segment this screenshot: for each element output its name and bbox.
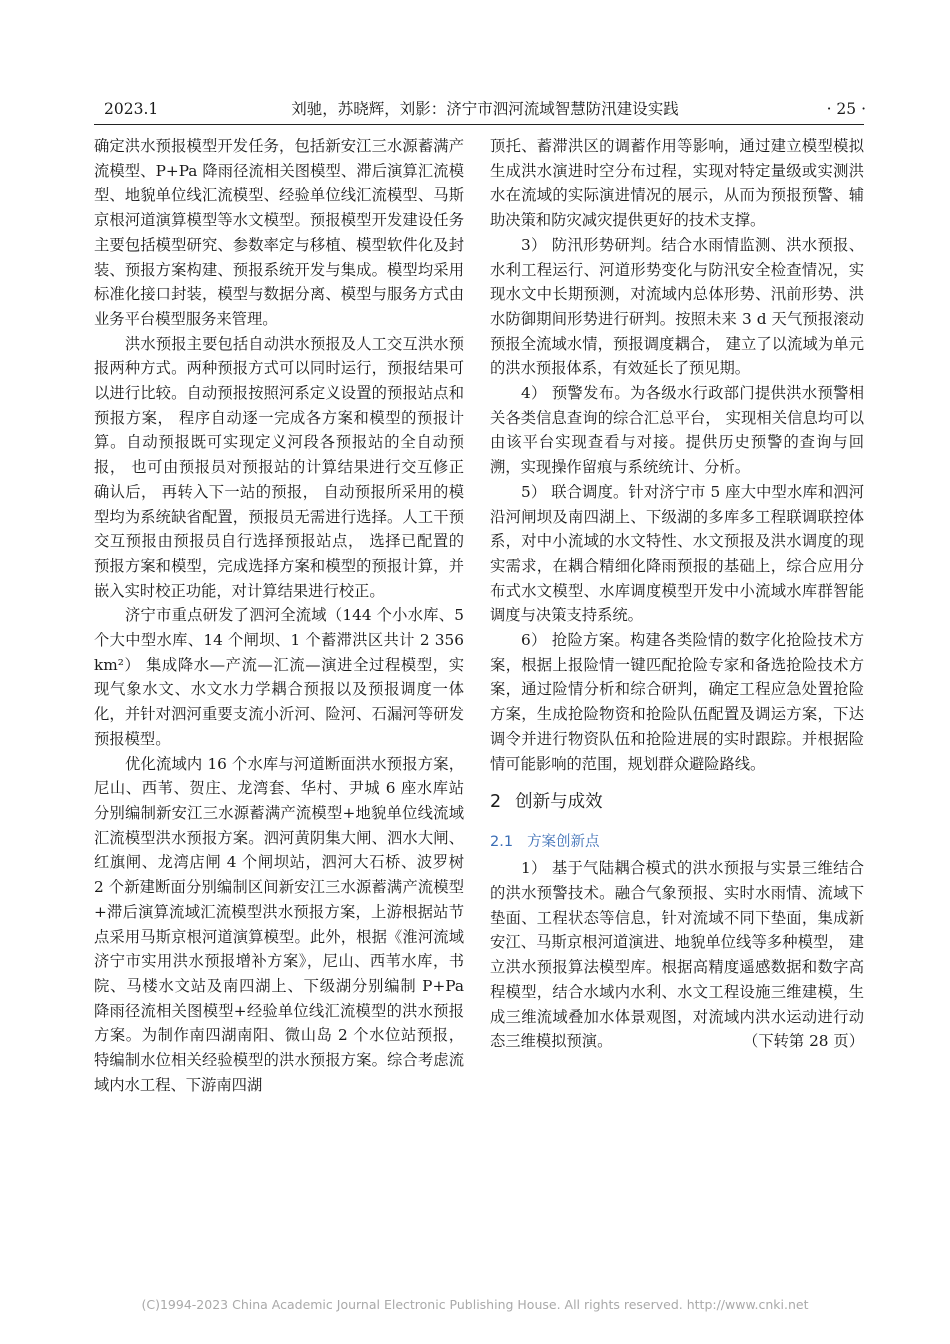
right-column: [490, 134, 864, 1054]
paragraph: 洪水预报主要包括自动洪水预报及人工交互洪水预报两种方式。两种预报方式可以同时运行，预报结果可以进行比较。自动预报按照河系定义设置的预报站点和预报方案， 程序自动逐一完成各方案和模型的预报计算。自动预报既可实现定义河段各预报站的全自动预报， 也可由预报员对预报站的计算结果进行交互修正确认后， 再转入下一站的预报， 自动预报所采用的模型均为系统缺省配置，预报员无需进行选择。人工干预交互预报由预报员自行选择预报站点， 选择已配置的预报方案和模型，完成选择方案和模型的预报计算，并嵌入实时校正功能，对计算结果进行校正。: [94, 334, 464, 600]
subsection-heading: [490, 830, 864, 854]
paragraph: 3） 防汛形势研判。结合水雨情监测、洪水预报、水利工程运行、河道形势变化与防汛安全检查情况，实现水文中长期预测，对流域内总体形势、汛前形势、洪水防御期间形势进行研判。按照未来 3 d 天气预报滚动预报全流域水情，预报调度耦合， 建立了以流域为单元的洪水预报体系，有效延长了预见期。: [490, 235, 864, 378]
paragraph: 5） 联合调度。针对济宁市 5 座大中型水库和泗河沿河闸坝及南四湖上、下级湖的多库多工程联调联控体系，对中小流域的水文特性、水文预报及洪水调度的现实需求，在耦合精细化降雨预报的基础上，综合应用分布式水文模型、水库调度模型开发中小流域水库群智能调度与决策支持系统。: [490, 482, 864, 625]
subsection-number: 2.1: [490, 834, 514, 851]
paragraph: 优化流域内 16 个水库与河道断面洪水预报方案，尼山、西苇、贺庄、龙湾套、华村、尹城 6 座水库站分别编制新安江三水源蓄满产流模型+地貌单位线流域汇流模型洪水预报方案。泗河黄阴集大闸、泗水大闸、红旗闸、龙湾店闸 4 个闸坝站，泗河大石桥、波罗树 2 个新建断面分别编制区间新安江三水源蓄满产流模型+滞后演算流域汇流模型洪水预报方案，上游根据站节点采用马斯京根河道演算模型。此外，根据《淮河流域济宁市实用洪水预报增补方案》，尼山、西苇水库，书院、马楼水文站及南四湖上、下级湖分别编制 P+Pa 降雨径流相关图模型+经验单位线汇流模型的洪水预报方案。为制作南四湖南阳、微山岛 2 个水位站预报，特编制水位相关经验模型的洪水预报方案。综合考虑流域内水工程、下游南四湖: [94, 754, 464, 1094]
page-number: · 25 ·: [826, 100, 866, 118]
running-title: 刘驰，苏晓辉，刘影：济宁市泗河流域智慧防汛建设实践: [291, 100, 679, 118]
paragraph: 顶托、蓄滞洪区的调蓄作用等影响，通过建立模型模拟生成洪水演进时空分布过程，实现对特定量级或实测洪水在流域的实际演进情况的展示，从而为预报预警、辅助决策和防灾减灾提供更好的技术支撑。: [490, 137, 864, 230]
paragraph: [490, 856, 864, 1054]
continued-note: （下转第 28 页）: [743, 1032, 864, 1051]
paragraph: 4） 预警发布。为各级水行政部门提供洪水预警相关各类信息查询的综合汇总平台， 实现相关信息均可以由该平台实现查看与对接。提供历史预警的查询与回溯，实现操作留痕与系统统计、分析。: [490, 384, 864, 477]
copyright-footer: (C)1994-2023 China Academic Journal Electronic Publishing House. All rights reserved. http://www.cnki.net: [141, 1297, 809, 1312]
paragraph-text: 1） 基于气陆耦合模式的洪水预报与实景三维结合的洪水预警技术。融合气象预报、实时水雨情、流域下垫面、工程状态等信息，针对流域不同下垫面，集成新安江、马斯京根河道演进、地貌单位线等多种模型， 建立洪水预报算法模型库。根据高精度遥感数据和数字高程模型，结合水域内水利、水文工程设施三维建模，生成三维流域叠加水体景观图，对流域内洪水运动进行动态三维模拟预演。: [490, 859, 864, 1051]
running-header: [104, 96, 866, 122]
left-column: [94, 134, 464, 1097]
section-title: 创新与成效: [515, 792, 603, 813]
subsection-title: 方案创新点: [527, 834, 600, 851]
paragraph: 确定洪水预报模型开发任务，包括新安江三水源蓄满产流模型、P+Pa 降雨径流相关图模型、滞后演算汇流模型、地貌单位线汇流模型、经验单位线汇流模型、马斯京根河道演算模型等水文模型。预报模型开发建设任务主要包括模型研究、参数率定与移植、模型软件化及封装、预报方案构建、预报系统开发与集成。模型均采用标准化接口封装，模型与数据分离、模型与服务方式由业务平台模型服务来管理。: [94, 137, 464, 328]
paragraph: 6） 抢险方案。构建各类险情的数字化抢险技术方案，根据上报险情一键匹配抢险专家和备选抢险技术方案，通过险情分析和综合研判，确定工程应急处置抢险方案，生成抢险物资和抢险队伍配置及调运方案，下达调令并进行物资队伍和抢险进展的实时跟踪。并根据险情可能影响的范围，规划群众避险路线。: [490, 631, 864, 773]
section-heading: [490, 790, 864, 814]
header-rule: [94, 124, 864, 125]
journal-issue: 2023.1: [104, 100, 159, 118]
paragraph: 济宁市重点研发了泗河全流域（144 个小水库、5 个大中型水库、14 个闸坝、1 个蓄滞洪区共计 2 356 km²） 集成降水—产流—汇流—演进全过程模型，实现气象水文、水文水力学耦合预报以及预报调度一体化，并针对泗河重要支流小沂河、险河、石漏河等研发预报模型。: [94, 606, 464, 748]
section-number: 2: [490, 792, 502, 813]
